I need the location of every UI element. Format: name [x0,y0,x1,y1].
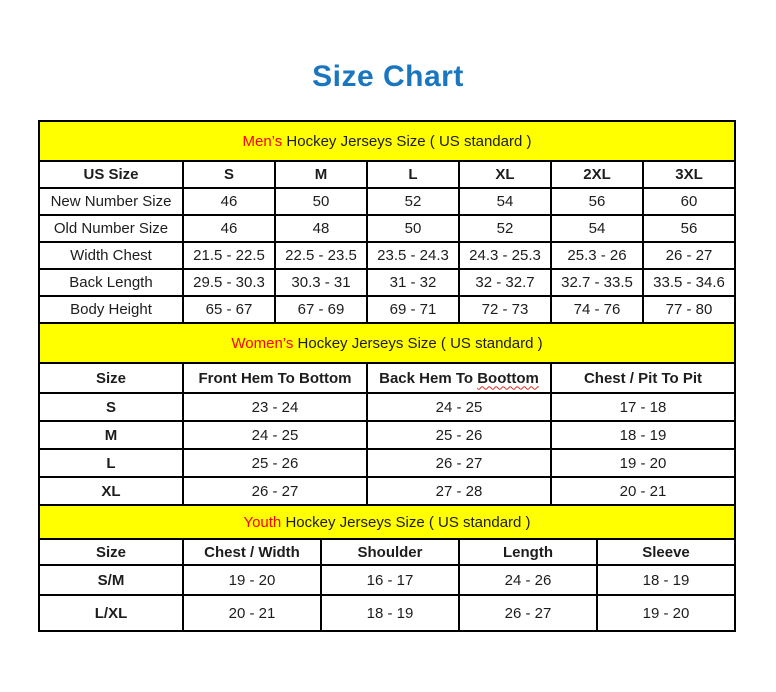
column-header: US Size [39,161,183,188]
table-row [39,393,735,421]
table-row [39,421,735,449]
size-value-cell: 19 - 20 [597,595,735,631]
mens-section-heading [39,121,735,161]
size-value-cell: 18 - 19 [321,595,459,631]
size-value-cell: 20 - 21 [551,477,735,505]
size-value-cell: 24 - 26 [459,565,597,595]
size-value-cell: 77 - 80 [643,296,735,323]
table-row [39,449,735,477]
size-value-cell: 52 [459,215,551,242]
womens-header-row [39,363,735,393]
size-value-cell: 26 - 27 [367,449,551,477]
row-label: New Number Size [39,188,183,215]
column-header: Front Hem To Bottom [183,363,367,393]
table-row [39,188,735,215]
size-value-cell: 23 - 24 [183,393,367,421]
size-value-cell: 46 [183,188,275,215]
size-value-cell: 26 - 27 [459,595,597,631]
size-value-cell: 50 [275,188,367,215]
column-header: S [183,161,275,188]
column-header: Length [459,539,597,565]
column-header: M [275,161,367,188]
size-value-cell: 65 - 67 [183,296,275,323]
column-header: 3XL [643,161,735,188]
row-label: L/XL [39,595,183,631]
column-header-text: Back Hem To [379,369,478,387]
size-value-cell: 50 [367,215,459,242]
section-heading-accent: Women’s [231,334,294,352]
section-heading-accent: Youth [243,513,282,531]
size-value-cell: 24.3 - 25.3 [459,242,551,269]
youth-heading-row [39,505,735,539]
column-header: Chest / Width [183,539,321,565]
column-header: Size [39,363,183,393]
size-value-cell: 67 - 69 [275,296,367,323]
size-value-cell: 24 - 25 [367,393,551,421]
size-value-cell: 26 - 27 [183,477,367,505]
size-value-cell: 21.5 - 22.5 [183,242,275,269]
column-header: Size [39,539,183,565]
row-label: S/M [39,565,183,595]
size-value-cell: 19 - 20 [551,449,735,477]
size-value-cell: 48 [275,215,367,242]
size-value-cell: 56 [643,215,735,242]
size-value-cell: 25 - 26 [183,449,367,477]
womens-heading-row [39,323,735,363]
section-heading-rest: Hockey Jerseys Size ( US standard ) [281,513,531,531]
row-label: Width Chest [39,242,183,269]
table-row [39,296,735,323]
section-heading-rest: Hockey Jerseys Size ( US standard ) [282,132,532,150]
misspelled-word: Boottom [477,369,539,387]
size-value-cell: 26 - 27 [643,242,735,269]
size-value-cell: 29.5 - 30.3 [183,269,275,296]
size-value-cell: 18 - 19 [551,421,735,449]
row-label: Body Height [39,296,183,323]
size-value-cell: 22.5 - 23.5 [275,242,367,269]
size-value-cell: 32.7 - 33.5 [551,269,643,296]
size-value-cell: 17 - 18 [551,393,735,421]
size-value-cell: 32 - 32.7 [459,269,551,296]
table-row [39,215,735,242]
size-value-cell: 72 - 73 [459,296,551,323]
youth-size-table [38,504,736,632]
womens-size-table [38,322,736,506]
size-value-cell: 54 [459,188,551,215]
page-title: Size Chart [312,60,464,93]
size-value-cell: 30.3 - 31 [275,269,367,296]
size-value-cell: 56 [551,188,643,215]
row-label: M [39,421,183,449]
mens-size-table [38,120,736,324]
row-label: XL [39,477,183,505]
size-value-cell: 27 - 28 [367,477,551,505]
row-label: L [39,449,183,477]
column-header: Sleeve [597,539,735,565]
size-value-cell: 52 [367,188,459,215]
column-header: Chest / Pit To Pit [551,363,735,393]
size-value-cell: 24 - 25 [183,421,367,449]
column-header: XL [459,161,551,188]
row-label: Back Length [39,269,183,296]
size-value-cell: 18 - 19 [597,565,735,595]
size-value-cell: 23.5 - 24.3 [367,242,459,269]
mens-heading-row [39,121,735,161]
table-row [39,242,735,269]
size-value-cell: 25 - 26 [367,421,551,449]
size-value-cell: 25.3 - 26 [551,242,643,269]
size-value-cell: 20 - 21 [183,595,321,631]
size-value-cell: 19 - 20 [183,565,321,595]
size-value-cell: 69 - 71 [367,296,459,323]
table-row [39,565,735,595]
row-label: S [39,393,183,421]
row-label: Old Number Size [39,215,183,242]
section-heading-accent: Men’s [242,132,283,150]
column-header: 2XL [551,161,643,188]
womens-section-heading [39,323,735,363]
section-heading-rest: Hockey Jerseys Size ( US standard ) [293,334,543,352]
table-row [39,477,735,505]
youth-header-row [39,539,735,565]
size-value-cell: 33.5 - 34.6 [643,269,735,296]
column-header: Shoulder [321,539,459,565]
size-value-cell: 46 [183,215,275,242]
youth-section-heading [39,505,735,539]
size-value-cell: 16 - 17 [321,565,459,595]
size-value-cell: 31 - 32 [367,269,459,296]
column-header [367,363,551,393]
table-row [39,595,735,631]
column-header: L [367,161,459,188]
size-value-cell: 54 [551,215,643,242]
size-value-cell: 74 - 76 [551,296,643,323]
table-row [39,269,735,296]
size-value-cell: 60 [643,188,735,215]
mens-header-row [39,161,735,188]
size-tables [38,120,736,632]
